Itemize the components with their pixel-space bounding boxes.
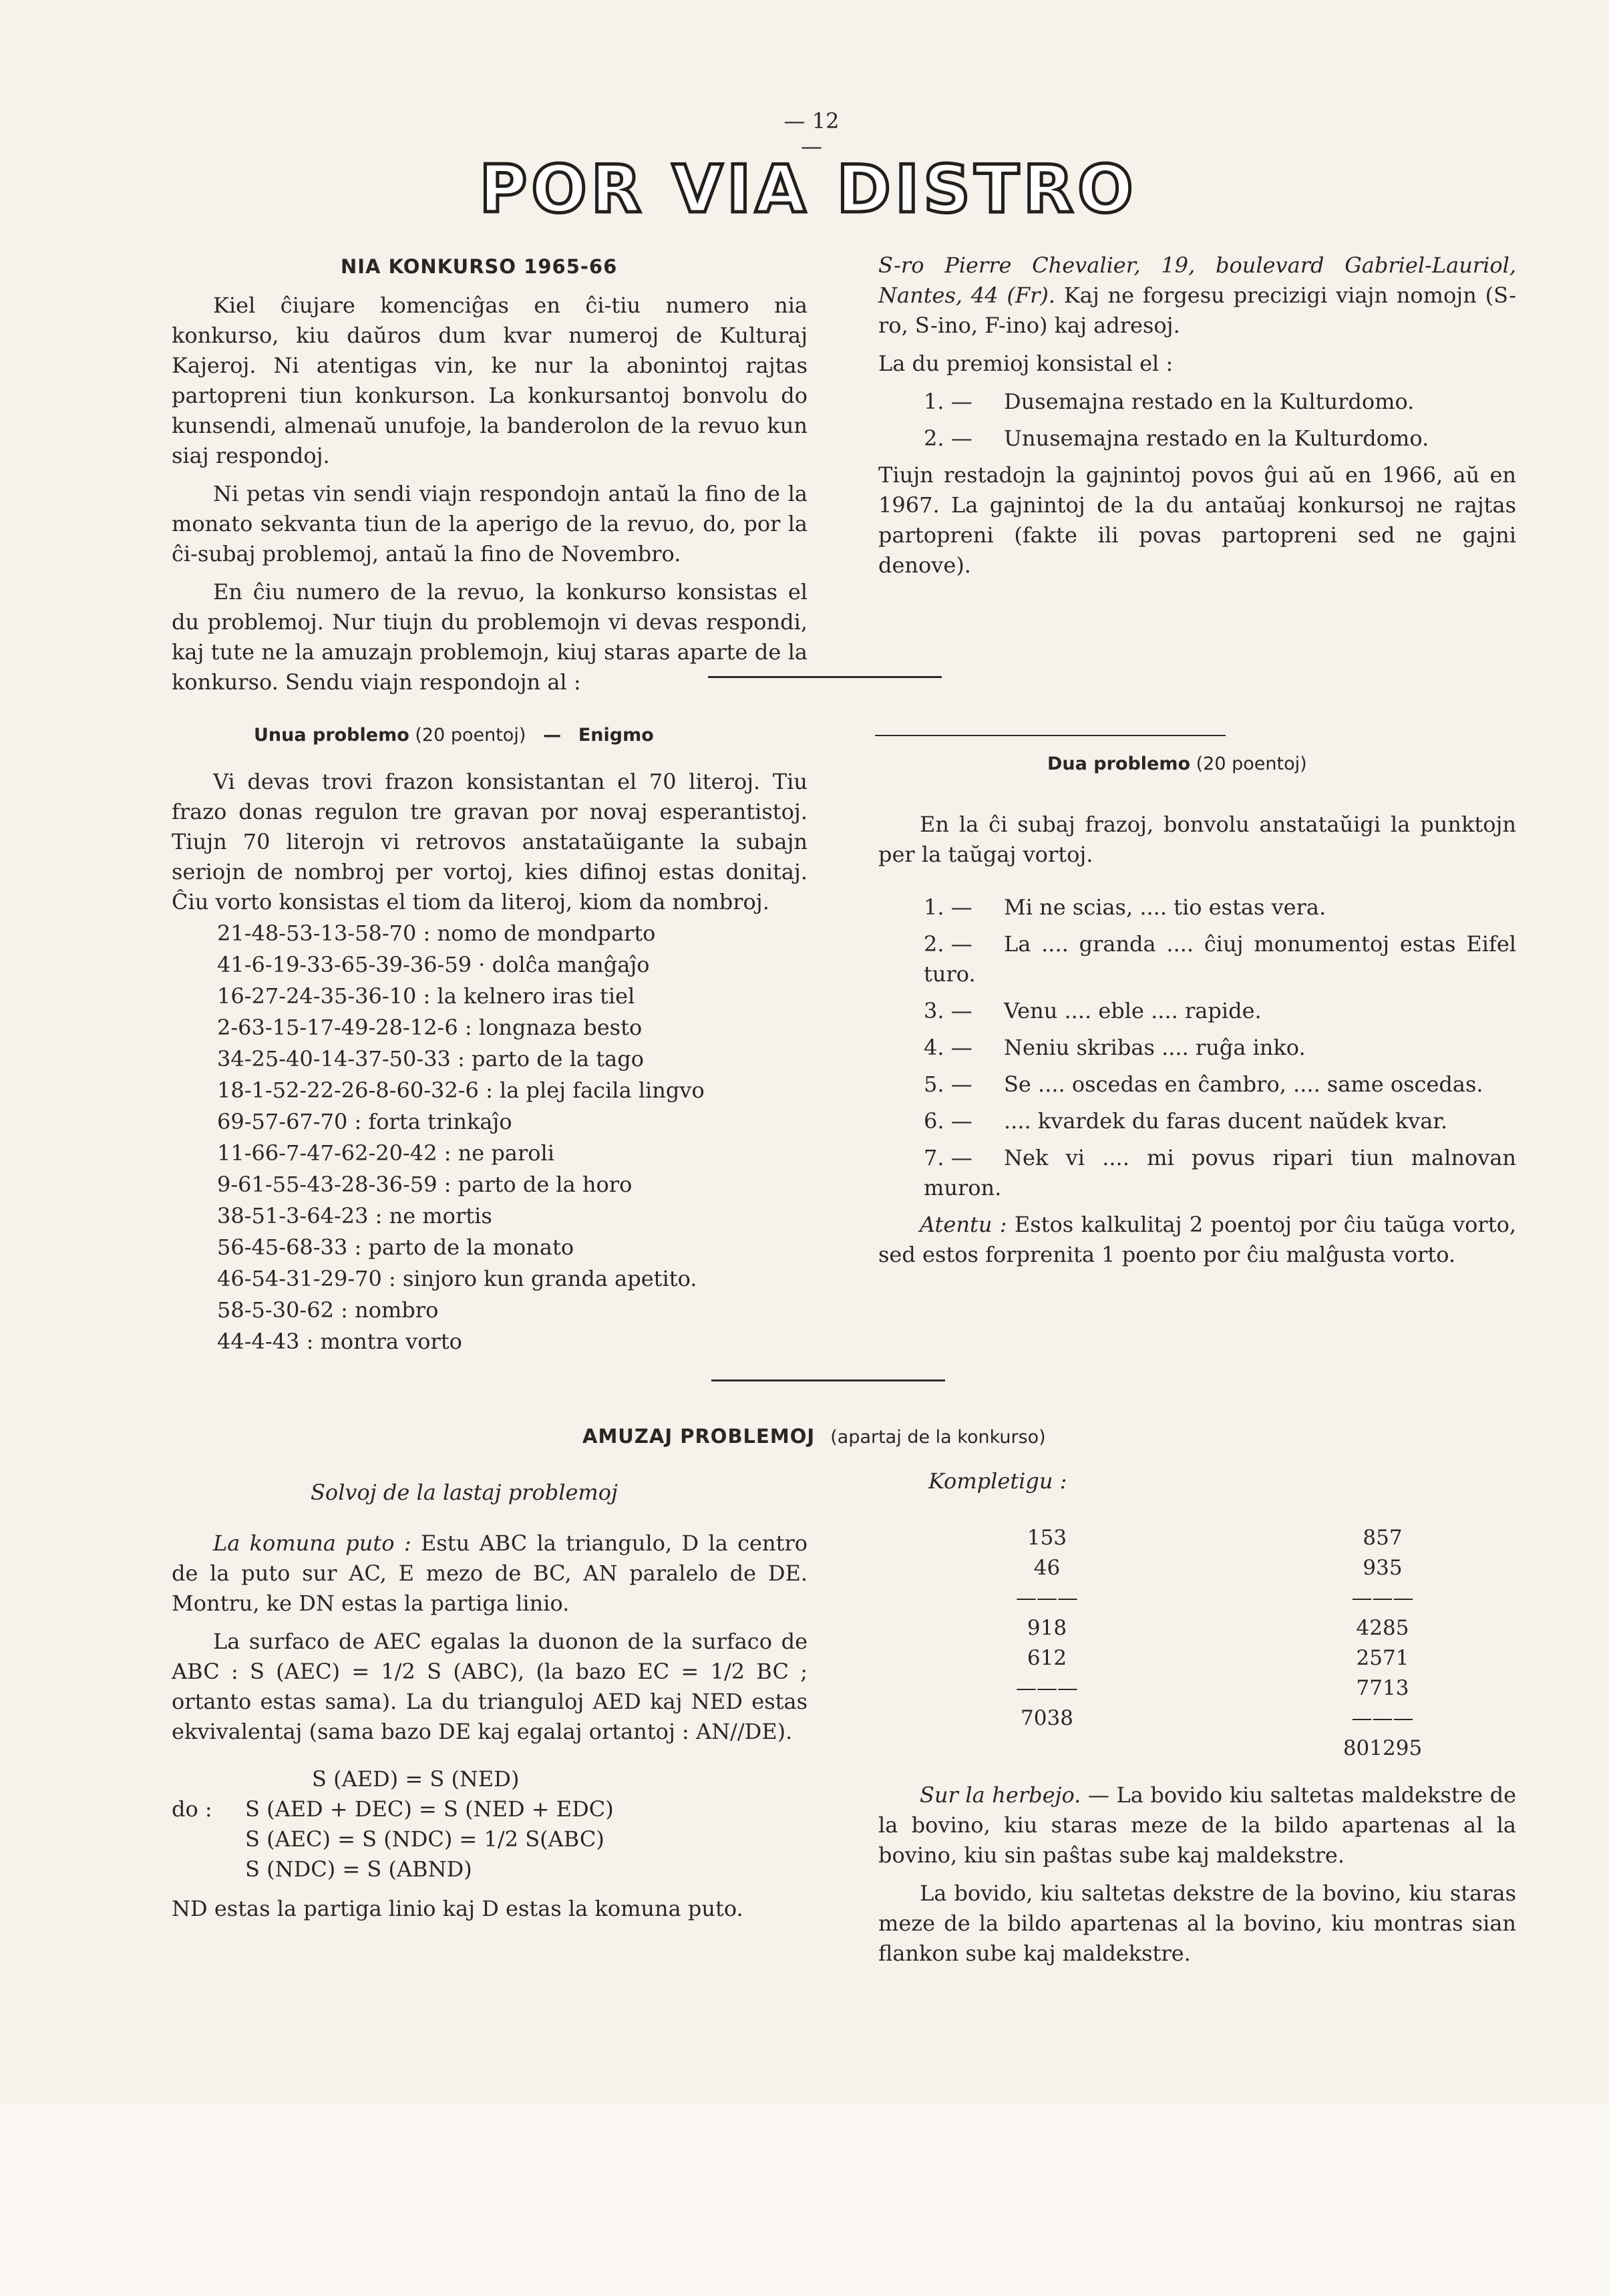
- problem2-item: [878, 1033, 1516, 1063]
- puzzle-label: La komuna puto :: [213, 1530, 411, 1556]
- sum-number: 918: [1027, 1616, 1067, 1640]
- equation-line: S (AED + DEC) = S (NED + EDC): [245, 1796, 614, 1822]
- equation-line: S (AED) = S (NED): [312, 1766, 520, 1792]
- problem2-item-text: Neniu skribas .... ruĝa inko.: [1004, 1035, 1306, 1060]
- problem2-note-label: Atentu :: [920, 1212, 1007, 1237]
- problem2-item: [878, 1070, 1516, 1100]
- problem1-entry: 21-48-53-13-58-70 : nomo de mondparto: [217, 921, 656, 946]
- page-bottom-margin: [0, 2104, 1609, 2296]
- sum-number: 153: [1027, 1526, 1067, 1550]
- problem2-intro: En la ĉi subaj frazoj, bonvolu anstataŭigi la punktojn per la taŭgaj vortoj.: [878, 812, 1516, 867]
- problem1-dash: —: [543, 725, 562, 746]
- puzzle-text: Estu ABC la triangulo, D la centro de la puto sur AC, E mezo de BC, AN paralelo de DE. Montru, ke DN estas la partiga linio.: [172, 1530, 808, 1616]
- problem2-heading: [1047, 754, 1307, 774]
- contest-intro-right: [878, 251, 1516, 589]
- problem2-item-text: Se .... oscedas en ĉambro, .... same oscedas.: [1004, 1072, 1483, 1097]
- herbejo-label: Sur la herbejo.: [920, 1782, 1081, 1808]
- problem2-note: [878, 1210, 1516, 1270]
- problem2-item-number: 3. —: [924, 998, 972, 1023]
- problem2-divider: [875, 735, 1226, 736]
- problem1-entry: 58-5-30-62 : nombro: [217, 1297, 439, 1323]
- section-divider: [711, 1379, 945, 1381]
- amuzaj-heading-note: (apartaj de la konkurso): [830, 1427, 1046, 1448]
- problem2-body: [878, 810, 1516, 1278]
- contest-paragraph: Ni petas vin sendi viajn respondojn antaŭ la fino de la monato sekvanta tiun de la aperigo de la revuo, do, por la ĉi-subaj problemoj, antaŭ la fino de Novembro.: [172, 481, 808, 566]
- sum-number: 46: [1033, 1556, 1061, 1580]
- prize-number: 1. —: [924, 389, 972, 414]
- address-followup: Kaj ne forgesu precizigi viajn nomojn (S-ro, S-ino, F-ino) kaj adresoj.: [878, 283, 1517, 338]
- contest-heading: NIA KONKURSO 1965-66: [341, 255, 618, 278]
- sum-number: 801295: [1343, 1736, 1423, 1760]
- sum-number: 7713: [1356, 1676, 1409, 1700]
- problem2-note-text: Estos kalkulitaj 2 poentoj por ĉiu taŭga vorto, sed estos forprenita 1 poento por ĉiu malĝusta vorto.: [878, 1212, 1517, 1267]
- sum-number: 4285: [1356, 1616, 1409, 1640]
- problem1-title: Enigmo: [578, 725, 654, 746]
- puzzle-paragraph: [172, 1528, 808, 1619]
- problem2-item-text: La .... granda .... ĉiuj monumentoj estas Eifel turo.: [924, 931, 1516, 987]
- sum-number: 857: [1363, 1526, 1403, 1550]
- problem1-entry: 18-1-52-22-26-8-60-32-6 : la plej facila lingvo: [217, 1078, 705, 1103]
- page-title: POR VIA DISTRO: [479, 152, 1137, 228]
- right-sum: [1309, 1523, 1456, 1764]
- solutions-conclusion: ND estas la partiga linio kaj D estas la komuna puto.: [172, 1896, 743, 1921]
- left-sum: [989, 1523, 1105, 1734]
- page-number: — 12 —: [783, 108, 840, 159]
- solutions-body: [172, 1528, 808, 1932]
- equations-block: [172, 1764, 808, 1889]
- problem2-item-number: 4. —: [924, 1035, 972, 1060]
- problem1-label: Unua problemo: [254, 725, 409, 746]
- problem1-body: [172, 767, 808, 1358]
- sum-number: 2571: [1356, 1646, 1409, 1670]
- problem2-item: [878, 892, 1516, 923]
- puzzle-explanation: La surfaco de AEC egalas la duonon de la surfaco de ABC : S (AEC) = 1/2 S (ABC), (la bazo EC = 1/2 BC ; ortanto estas sama). La du trianguloj AED kaj NED estas ekvivalentaj (sama bazo DE kaj egalaj ortantoj : AN//DE).: [172, 1629, 808, 1744]
- problem2-item: [878, 996, 1516, 1026]
- problem1-points: (20 poentoj): [415, 725, 526, 746]
- problem1-entry: 38-51-3-64-23 : ne mortis: [217, 1203, 492, 1228]
- problem1-entry: 44-4-43 : montra vorto: [217, 1329, 462, 1354]
- problem1-entry: 41-6-19-33-65-39-36-59 · dolĉa manĝaĵo: [217, 952, 650, 977]
- problem1-entry: 46-54-31-29-70 : sinjoro kun granda apetito.: [217, 1266, 697, 1291]
- sum-rule: ———: [1016, 1676, 1078, 1700]
- problem1-entry: 34-25-40-14-37-50-33 : parto de la tago: [217, 1046, 644, 1072]
- problem2-item-number: 5. —: [924, 1072, 972, 1097]
- problem1-entry: 16-27-24-35-36-10 : la kelnero iras tiel: [217, 983, 635, 1009]
- prize-item: [878, 387, 1516, 417]
- problem2-item: [878, 1106, 1516, 1136]
- problem1-heading: [254, 725, 654, 746]
- herbejo-text: — La bovido kiu saltetas maldekstre de la bovino, kiu staras meze de la bildo apartenas al la bovino, kiu sin paŝtas sube kaj maldekstre.: [878, 1782, 1517, 1868]
- problem1-entry: 9-61-55-43-28-36-59 : parto de la horo: [217, 1172, 633, 1197]
- problem1-entry: 56-45-68-33 : parto de la monato: [217, 1235, 574, 1260]
- herbejo-paragraph-2: La bovido, kiu saltetas dekstre de la bovino, kiu staras meze de la bildo apartenas al la bovino, kiu montras sian flankon sube kaj maldekstre.: [878, 1880, 1516, 1966]
- sum-number: 7038: [1021, 1706, 1073, 1730]
- sum-rule: ———: [1351, 1586, 1414, 1610]
- herbejo-paragraph: [878, 1780, 1516, 1870]
- problem1-entry: 69-57-67-70 : forta trinkaĵo: [217, 1109, 512, 1134]
- problem2-item-text: Nek vi .... mi povus ripari tiun malnovan muron.: [924, 1145, 1516, 1200]
- solutions-title: Solvoj de la lastaj problemoj: [311, 1480, 618, 1505]
- herbejo-body: [878, 1780, 1516, 1977]
- problem2-item-number: 1. —: [924, 894, 972, 920]
- prizes-closing: Tiujn restadojn la gajnintoj povos ĝui aŭ en 1966, aŭ en 1967. La gajnintoj de la du antaŭaj konkursoj ne rajtas partopreni (fakte ili povas partopreni sed ne gajni denove).: [878, 462, 1516, 578]
- problem2-item-number: 6. —: [924, 1108, 972, 1134]
- problem2-item: [878, 929, 1516, 989]
- problem1-entry: 2-63-15-17-49-28-12-6 : longnaza besto: [217, 1015, 643, 1040]
- prize-text: Unusemajna restado en la Kulturdomo.: [1004, 426, 1429, 451]
- sum-number: 612: [1027, 1646, 1067, 1670]
- equation-prefix: do :: [172, 1796, 212, 1822]
- sum-number: 935: [1363, 1556, 1403, 1580]
- problem2-item-text: .... kvardek du faras ducent naŭdek kvar.: [1004, 1108, 1448, 1134]
- prize-text: Dusemajna restado en la Kulturdomo.: [1004, 389, 1415, 414]
- prize-item: [878, 424, 1516, 454]
- problem2-item-text: Mi ne scias, .... tio estas vera.: [1004, 894, 1326, 920]
- problem2-item-number: 2. —: [924, 931, 972, 957]
- contest-address: [878, 251, 1516, 341]
- kompletigu-label: Kompletigu :: [928, 1468, 1067, 1494]
- address-text: S-ro Pierre Chevalier, 19, boulevard Gabriel-Lauriol, Nantes, 44 (Fr).: [878, 253, 1516, 308]
- problem2-item: [878, 1143, 1516, 1203]
- section-divider: [708, 676, 942, 678]
- problem1-entry: 11-66-7-47-62-20-42 : ne paroli: [217, 1140, 554, 1166]
- prizes-intro: La du premioj konsistal el :: [878, 351, 1174, 376]
- problem2-label: Dua problemo: [1047, 754, 1191, 774]
- prize-number: 2. —: [924, 426, 972, 451]
- contest-intro-left: [172, 291, 808, 697]
- problem2-item-number: 7. —: [924, 1145, 972, 1170]
- amuzaj-heading: AMUZAJ PROBLEMOJ: [582, 1425, 816, 1448]
- contest-paragraph: En ĉiu numero de la revuo, la konkurso konsistas el du problemoj. Nur tiujn du problemojn vi devas respondi, kaj tute ne la amuzajn problemojn, kiuj staras aparte de la konkurso. Sendu viajn respondojn al :: [172, 579, 808, 695]
- problem2-points: (20 poentoj): [1196, 754, 1307, 774]
- contest-paragraph: Kiel ĉiujare komenciĝas en ĉi-tiu numero nia konkurso, kiu daŭros dum kvar numeroj de Kulturaj Kajeroj. Ni atentigas vin, ke nur la abonintoj rajtas partopreni tiun konkurson. La konkursantoj bonvolu do kunsendi, almenaŭ unufoje, la banderolon de la revuo kun siaj respondoj.: [172, 293, 808, 468]
- equation-line: S (AEC) = S (NDC) = 1/2 S(ABC): [245, 1826, 604, 1852]
- sum-rule: ———: [1351, 1706, 1414, 1730]
- sum-rule: ———: [1016, 1586, 1078, 1610]
- equation-line: S (NDC) = S (ABND): [245, 1856, 472, 1882]
- problem2-item-text: Venu .... eble .... rapide.: [1004, 998, 1262, 1023]
- problem1-intro: Vi devas trovi frazon konsistantan el 70 literoj. Tiu frazo donas regulon tre gravan por novaj esperantistoj. Tiujn 70 literojn vi retrovos anstataŭigante la subajn seriojn de nombroj per vortoj, kies difinoj estas donitaj. Ĉiu vorto konsistas el tiom da literoj, kiom da nombroj.: [172, 769, 808, 915]
- amuzaj-heading-row: [582, 1425, 1046, 1448]
